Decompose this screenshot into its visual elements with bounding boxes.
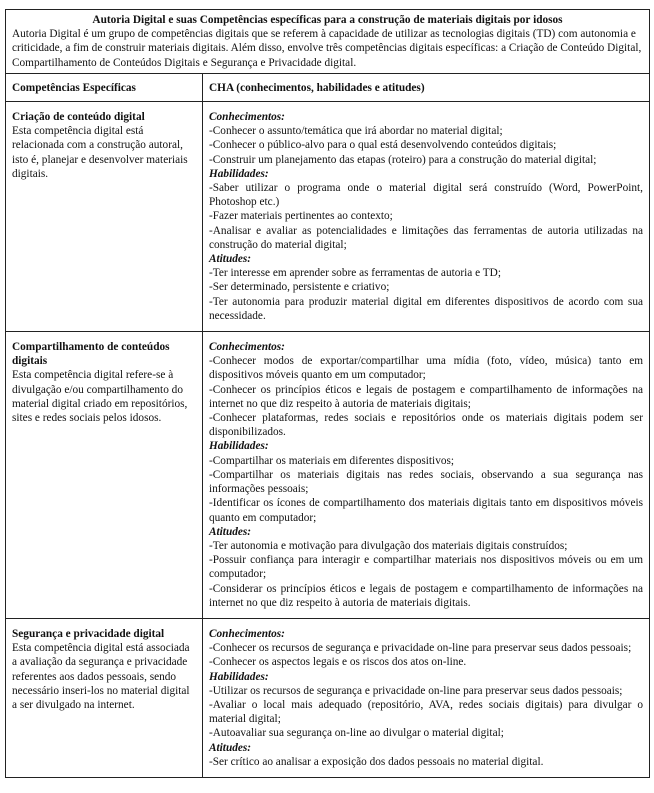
list-item: -Analisar e avaliar as potencialidades e limitações das ferramentas de autoria utilizadas na construção do material digital; [209, 224, 643, 251]
list-item: -Autoavaliar sua segurança on-line ao divulgar o material digital; [209, 727, 504, 740]
list-item: -Considerar os princípios éticos e legais de postagem e compartilhamento de informações na internet no que diz respeito à autoria de materiais digitais. [209, 582, 643, 609]
list-item: -Saber utilizar o programa onde o material digital será construído (Word, PowerPoint, Photoshop etc.) [209, 182, 643, 209]
competencies-table [5, 9, 650, 778]
list-item: -Conhecer os aspectos legais e os riscos dos atos on-line. [209, 656, 467, 669]
section-label: Habilidades: [209, 670, 269, 683]
list-item: -Compartilhar os materiais digitais nas redes sociais, observando a sua segurança nas informações pessoais; [209, 468, 643, 496]
list-item: -Compartilhar os materiais em diferentes dispositivos; [209, 454, 455, 467]
competency-description: Esta competência digital está associada a avaliação da segurança e privacidade referentes aos dados pessoais, sendo necessário inseri-los no material digital a ser divulgado na internet. [12, 642, 190, 711]
list-item: -Ter autonomia e motivação para divulgação dos materiais digitais construídos; [209, 539, 568, 552]
table-row [6, 102, 650, 332]
competency-cell [6, 102, 203, 332]
section-label: Atitudes: [209, 525, 252, 538]
list-item: -Ter interesse em aprender sobre as ferramentas de autoria e TD; [209, 267, 501, 280]
list-item: -Conhecer os princípios éticos e legais de postagem e compartilhamento de informações na internet no que diz respeito à autoria de materiais digitais; [209, 383, 643, 410]
competency-title: Criação de conteúdo digital [12, 111, 145, 124]
list-item: -Ser determinado, persistente e criativo; [209, 281, 390, 294]
section-label: Habilidades: [209, 440, 269, 453]
list-item: -Ter autonomia para produzir material digital em diferentes dispositivos de acordo com sua necessidade. [209, 295, 643, 322]
cha-cell [203, 332, 650, 619]
competency-description: Esta competência digital está relacionada com a construção autoral, isto é, planejar e desenvolver materiais digitais. [12, 125, 188, 180]
intro-text: Autoria Digital é um grupo de competências digitais que se referem à capacidade de utilizar as tecnologias digitais (TD) com autonomia e criticidade, a fim de construir materiais digitais. Além disso, envolve três competências digitais específicas: a Criação de Conteúdo Digital, Compartilhamento de Conteúdos Digitais e Segurança e Privacidade digital. [12, 28, 642, 69]
section-label: Atitudes: [209, 741, 252, 754]
competency-title: Compartilhamento de conteúdos digitais [12, 341, 170, 368]
list-item: -Utilizar os recursos de segurança e privacidade on-line para preservar seus dados pessoais; [209, 684, 623, 697]
list-item: -Conhecer o público-alvo para o qual está desenvolvendo conteúdos digitais; [209, 139, 557, 152]
section-label: Conhecimentos: [209, 111, 285, 124]
table-row [6, 332, 650, 619]
section-label: Conhecimentos: [209, 627, 285, 640]
section-label: Habilidades: [209, 167, 269, 180]
list-item: -Possuir confiança para interagir e compartilhar materiais nos dispositivos móveis ou em um computador; [209, 554, 643, 581]
competency-cell [6, 618, 203, 777]
section-label: Atitudes: [209, 253, 252, 266]
cha-cell [203, 102, 650, 332]
list-item: -Avaliar o local mais adequado (repositório, AVA, redes sociais digitais) para divulgar o material digital; [209, 698, 643, 726]
list-item: -Conhecer o assunto/temática que irá abordar no material digital; [209, 125, 503, 138]
list-item: -Identificar os ícones de compartilhamento dos materiais digitais tanto em dispositivos móveis quanto em computador; [209, 497, 643, 524]
list-item: -Conhecer plataformas, redes sociais e repositórios onde os materiais digitais podem ser disponibilizados. [209, 412, 643, 439]
section-label: Conhecimentos: [209, 341, 285, 354]
competency-title: Segurança e privacidade digital [12, 627, 165, 640]
list-item: -Conhecer modos de exportar/compartilhar uma mídia (foto, vídeo, música) tanto em dispositivos móveis quanto em um computador; [209, 355, 643, 382]
competency-cell [6, 332, 203, 619]
list-item: -Ser crítico ao analisar a exposição dos dados pessoais no material digital. [209, 755, 544, 768]
table-row [6, 618, 650, 777]
competency-description: Esta competência digital refere-se à divulgação e/ou compartilhamento do material digital criado em repositórios, sites e redes sociais pelos idosos. [12, 369, 188, 425]
list-item: -Conhecer os recursos de segurança e privacidade on-line para preservar seus dados pessoais; [209, 642, 632, 655]
table-intro-cell [6, 10, 650, 74]
header-cha: CHA (conhecimentos, habilidades e atitudes) [203, 73, 650, 101]
cha-cell [203, 618, 650, 777]
list-item: -Construir um planejamento das etapas (roteiro) para a construção do material digital; [209, 153, 597, 166]
list-item: -Fazer materiais pertinentes ao contexto; [209, 210, 393, 223]
table-title: Autoria Digital e suas Competências específicas para a construção de materiais digitais por idosos [92, 14, 563, 26]
header-competencias: Competências Específicas [6, 73, 203, 101]
